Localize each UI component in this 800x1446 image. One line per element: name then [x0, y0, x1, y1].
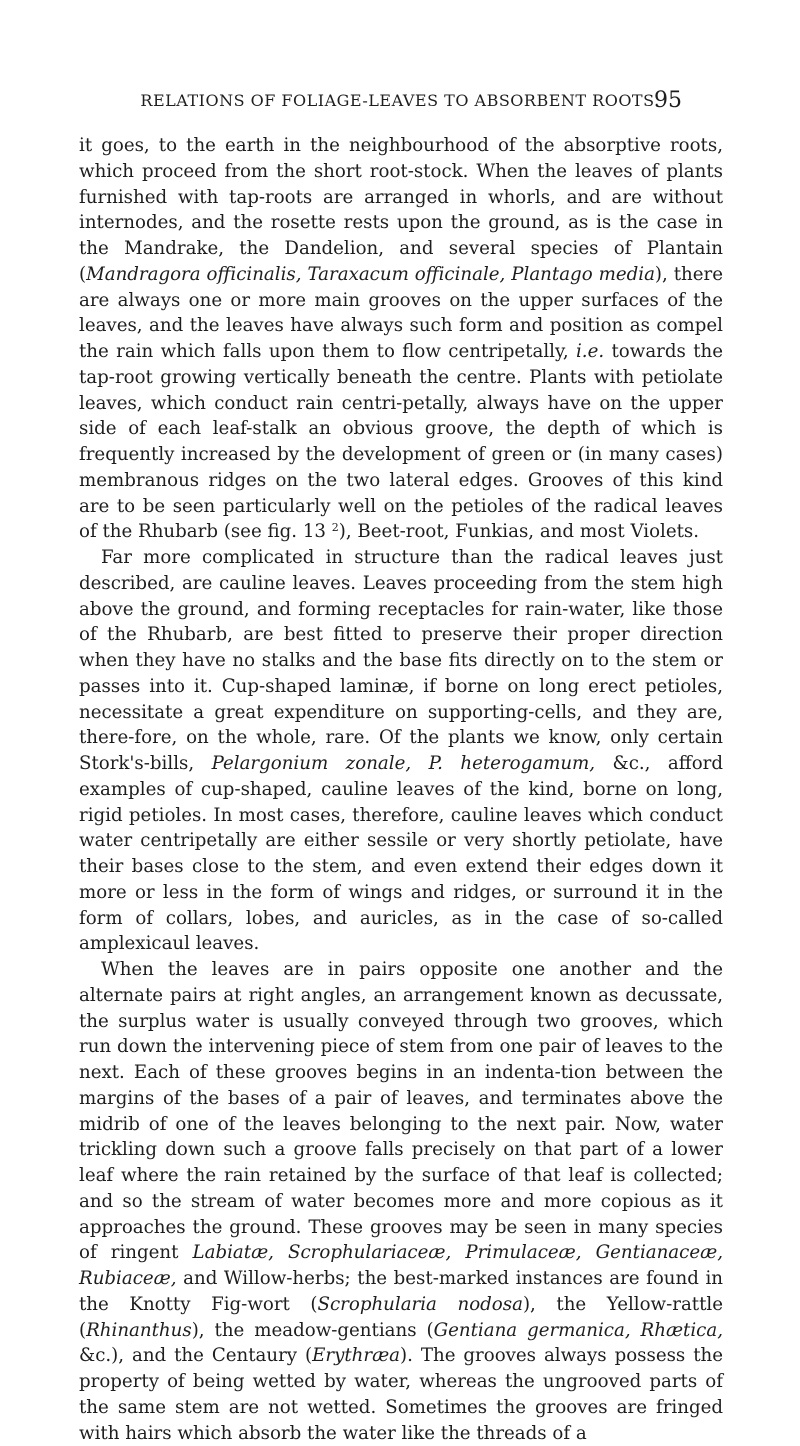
italic-text: Rhinanthus [86, 1319, 192, 1341]
running-title: RELATIONS OF FOLIAGE-LEAVES TO ABSORBENT ROOTS. [140, 91, 660, 110]
italic-text: i.e. [575, 341, 605, 362]
text-run: Far more complicated in structure than the radical leaves just described, are cauline leaves. Leaves proceeding from the stem high above the ground, and forming receptacles for rain-water, like those of the Rhubarb, are best fitted to preserve their proper direction when they have no stalks and the base fits directly on to the stem or passes into it. Cup-shaped laminæ, if borne on long erect petioles, necessitate a great expenditure on supporting-cells, and they are, there-fore, on the whole, rare. Of the plants we know, only certain Stork's-bills, [79, 547, 723, 774]
italic-text: Pelargonium zonale, P. heterogamum, [211, 753, 596, 774]
text-run: towards the tap-root growing vertically beneath the centre. Plants with petiolate leaves, which conduct rain centri-petally, always have on the upper side of each leaf-stalk an obvious groove, the depth of which is frequently increased by the development of green or (in many cases) membranous ridges on the two lateral edges. Grooves of this kind are to be seen particularly well on the petioles of the radical leaves of the Rhubarb (see fig. 13 [79, 341, 723, 543]
body-text [79, 133, 723, 1446]
text-run: &c., afford examples of cup-shaped, cauline leaves of the kind, borne on long, rigid petioles. In most cases, therefore, cauline leaves which conduct water centripetally are either sessile or very shortly petiolate, have their bases close to the stem, and even extend their edges down it more or less in the form of wings and ridges, or surround it in the form of collars, lobes, and auricles, as in the case of so-called amplexicaul leaves. [79, 753, 723, 955]
text-run: ), the Yellow-rattle ( [79, 1293, 723, 1341]
italic-text: Mandragora officinalis, Taraxacum officinale, Plantago media [86, 263, 655, 285]
text-run: ), the meadow-gentians ( [191, 1319, 434, 1341]
text-run: ). The grooves always possess the property of being wetted by water, whereas the ungrooved parts of the same stem are not wetted. Sometimes the grooves are fringed with hairs which absorb the water like the threads of a [79, 1345, 724, 1444]
superscript: 2 [331, 521, 339, 535]
paragraph [79, 133, 723, 545]
running-header [0, 88, 800, 118]
italic-text: Scrophularia nodosa [317, 1293, 523, 1315]
text-run: it goes, to the earth in the neighbourhood of the absorptive roots, which proceed from the short root-stock. When the leaves of plants furnished with tap-roots are arranged in whorls, and are without internodes, and the rosette rests upon the ground, as is the case in the Mandrake, the Dandelion, and several species of Plantain ( [79, 135, 723, 285]
paragraph [79, 545, 723, 957]
paragraph [79, 957, 723, 1446]
text-run: ), Beet-root, Funkias, and most Violets. [338, 521, 700, 543]
text-run: and Willow-herbs; the best-marked instances are found in the Knotty Fig-wort ( [79, 1268, 723, 1315]
italic-text: Erythræa [312, 1345, 401, 1367]
italic-text: Labiatæ, Scrophulariaceæ, Primulaceæ, Gentianaceæ, Rubiaceæ, [79, 1242, 723, 1289]
page-number: 95 [654, 88, 682, 113]
text-run: &c.), and the Centaury ( [79, 1345, 313, 1367]
text-run: When the leaves are in pairs opposite one another and the alternate pairs at right angles, an arrangement known as decussate, the surplus water is usually conveyed through two grooves, which run down the intervening piece of stem from one pair of leaves to the next. Each of these grooves begins in an indenta-tion between the margins of the bases of a pair of leaves, and terminates above the midrib of one of the leaves belonging to the next pair. Now, water trickling down such a groove falls precisely on that part of a lower leaf where the rain retained by the surface of that leaf is collected; and so the stream of water becomes more and more copious as it approaches the ground. These grooves may be seen in many species of ringent [79, 959, 723, 1264]
italic-text: Gentiana germanica, Rhætica, [433, 1319, 723, 1341]
text-run: ), there are always one or more main grooves on the upper surfaces of the leaves, and the leaves have always such form and position as compel the rain which falls upon them to flow centripetally, [79, 263, 723, 362]
